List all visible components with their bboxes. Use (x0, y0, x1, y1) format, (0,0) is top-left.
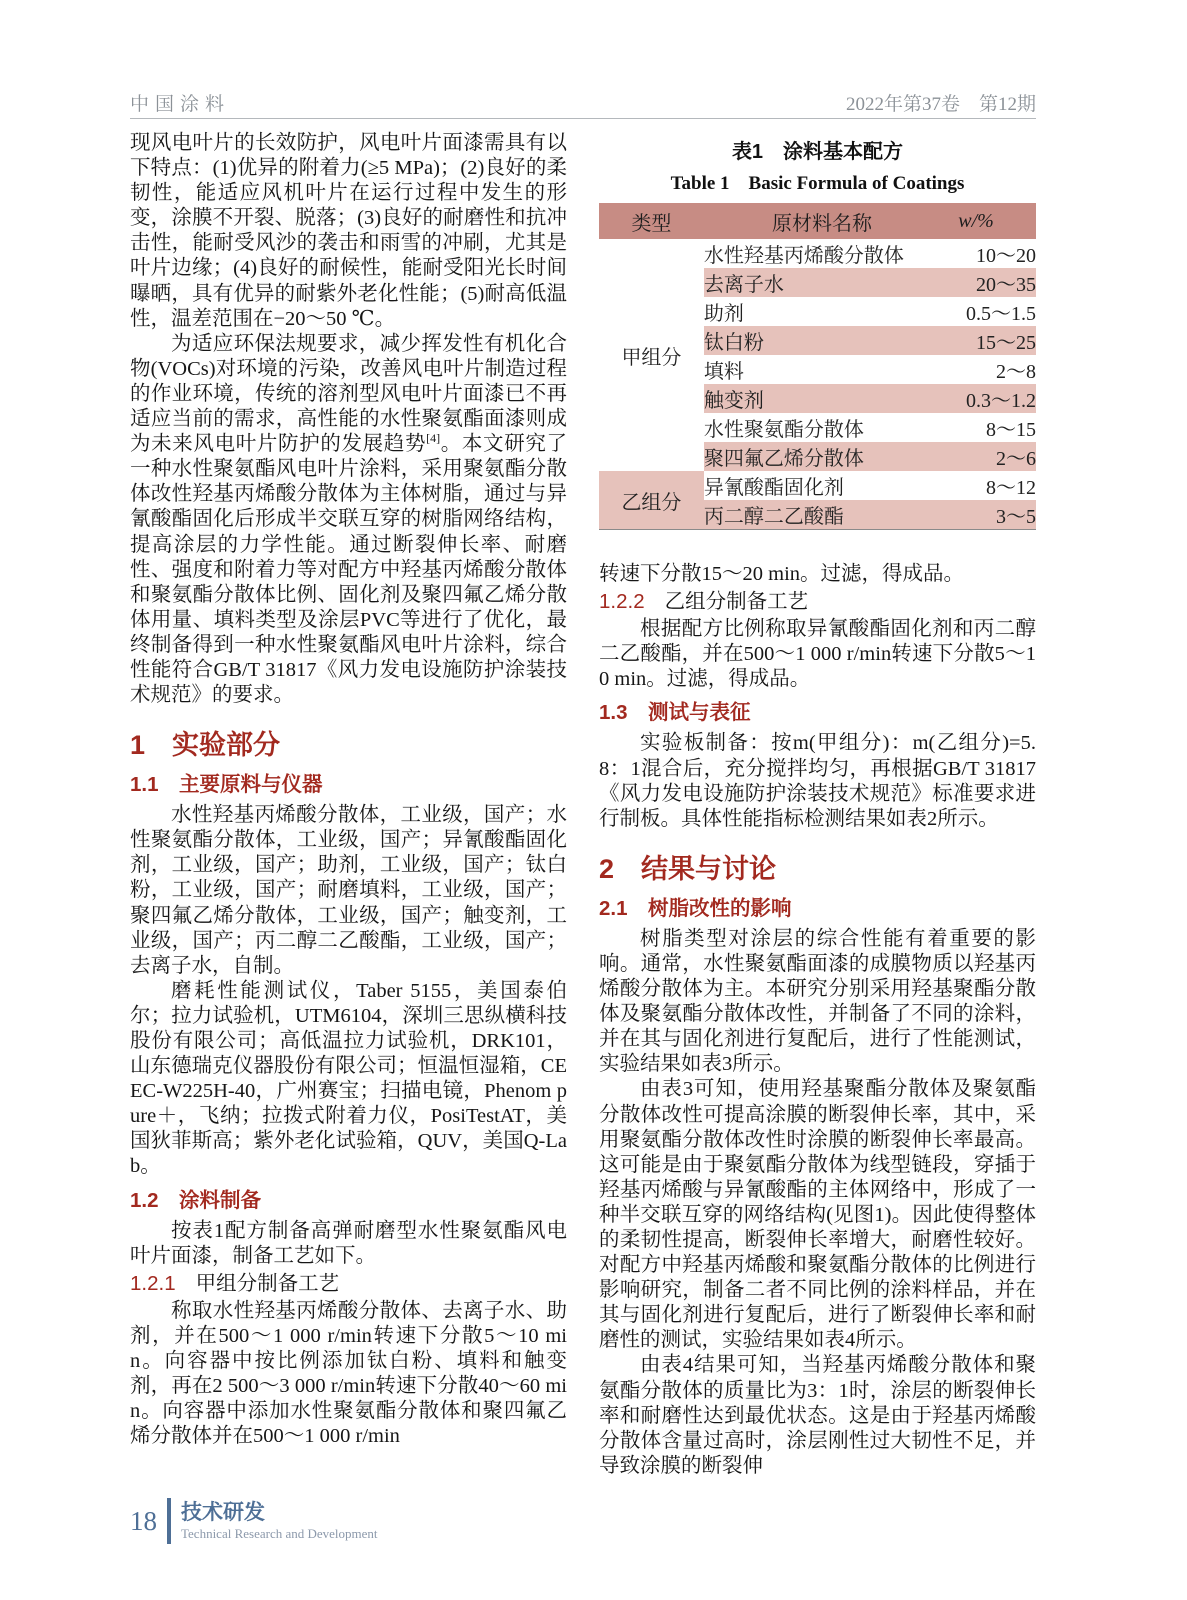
footer-section-cn: 技术研发 (181, 1500, 265, 1524)
heading-number: 1.2.2 (599, 590, 645, 614)
paragraph: 树脂类型对涂层的综合性能有着重要的影响。通常，水性聚氨酯面漆的成膜物质以羟基丙烯酸分散体为主。本研究分别采用羟基聚酯分散体及聚氨酯分散体改性，并制备了不同的涂料，并在其与固化剂进行复配后，进行了性能测试，实验结果如表3所示。 (599, 927, 1036, 1076)
material-name-cell: 水性羟基丙烯酸分散体 (703, 245, 904, 267)
material-value-cell: 8～15 (986, 419, 1036, 441)
paragraph-text: 。本文研究了一种水性聚氨酯风电叶片涂料，采用聚氨酯分散体改性羟基丙烯酸分散体为主体树脂，通过与异氰酸酯固化后形成半交联互穿的树脂网络结构，提高涂层的力学性能。通过断裂伸长率、耐磨性、强度和附着力等对配方中羟基丙烯酸分散体和聚氨酯分散体比例、固化剂及聚四氟乙烯分散体用量、填料类型及涂层PVC等进行了优化，最终制备得到一种水性聚氨酯风电叶片涂料，综合性能符合GB/T 31817《风力发电设施防护涂装技术规范》的要求。 (130, 433, 568, 707)
paragraph: 根据配方比例称取异氰酸酯固化剂和丙二醇二乙酸酯，并在500～1 000 r/min转速下分散5～10 min。过滤，得成品。 (599, 618, 1036, 691)
subsection-heading-1-2: 1.2 涂料制备 (130, 1188, 261, 1212)
material-name-cell: 去离子水 (704, 268, 931, 297)
material-value-cell: 20～35 (931, 268, 1036, 297)
page-footer (130, 1498, 378, 1544)
header-rule (130, 118, 1036, 119)
paragraph: 水性羟基丙烯酸分散体，工业级，国产；水性聚氨酯分散体，工业级，国产；异氰酸酯固化剂，工业级，国产；助剂，工业级，国产；钛白粉，工业级，国产；耐磨填料，工业级，国产；聚四氟乙烯分散体，工业级，国产；触变剂，工业级，国产；丙二醇二乙酸酯，工业级，国产；去离子水，自制。 (130, 804, 567, 977)
material-value-cell: 2～6 (931, 442, 1036, 471)
right-column (599, 131, 1036, 1479)
column-header-material: 原材料名称 (704, 203, 931, 239)
formula-table-body (599, 239, 1036, 530)
material-value-cell: 10～20 (976, 245, 1036, 267)
material-value-cell: 0.5～1.5 (966, 303, 1036, 325)
heading-title: 乙组分制备工艺 (664, 591, 809, 614)
heading-number: 1.2.1 (130, 1271, 176, 1295)
material-value-cell: 3～5 (931, 500, 1036, 530)
material-name-cell: 水性聚氨酯分散体 (703, 419, 864, 441)
table-header-row (599, 203, 1036, 239)
table1-title-en: Table 1 Basic Formula of Coatings (670, 173, 965, 194)
subsection-heading-1-2-2 (599, 589, 1036, 615)
footer-divider-bar (167, 1498, 171, 1544)
paragraph-text: 为适应环保法规要求，减少挥发性有机化合物(VOCs)对环境的污染，改善风电叶片制造过程的作业环境，传统的溶剂型风电叶片面漆已不再适应当前的需求，高性能的水性聚氨酯面漆则成为未来风电叶片防护的发展趋势 (130, 332, 567, 456)
paragraph: 实验板制备：按m(甲组分)：m(乙组分)=5.8：1混合后，充分搅拌均匀，再根据GB/T 31817《风力发电设施防护涂装技术规范》标准要求进行制板。具体性能指标检测结果如表2所示。 (599, 732, 1036, 830)
component-type-cell: 乙组分 (599, 471, 704, 530)
paragraph (130, 332, 567, 708)
formula-table (599, 203, 1036, 530)
paragraph: 转速下分散15～20 min。过滤，得成品。 (599, 563, 965, 585)
component-type-cell: 甲组分 (621, 346, 682, 369)
subsection-heading-1-3: 1.3 测试与表征 (599, 701, 751, 725)
column-header-value: w/% (931, 203, 1036, 239)
footer-section-en: Technical Research and Development (181, 1525, 378, 1541)
page-header (130, 80, 1036, 116)
section-heading-2: 2 结果与讨论 (599, 853, 777, 884)
page-number: 18 (130, 1505, 157, 1536)
paragraph: 按表1配方制备高弹耐磨型水性聚氨酯风电叶片面漆，制备工艺如下。 (130, 1219, 567, 1267)
left-column (130, 131, 567, 1449)
issue-info: 2022年第37卷 第12期 (845, 94, 1036, 115)
material-name-cell: 触变剂 (704, 384, 931, 413)
subsection-heading-1-1: 1.1 主要原料与仪器 (130, 773, 323, 797)
material-name-cell: 钛白粉 (704, 326, 931, 355)
material-value-cell: 2～8 (996, 361, 1036, 383)
formula-table-head (599, 203, 1036, 239)
paragraph: 磨耗性能测试仪，Taber 5155，美国泰伯尔；拉力试验机，UTM6104，深圳三思纵横科技股份有限公司；高低温拉力试验机，DRK101，山东德瑞克仪器股份有限公司；恒温恒湿箱，CEEC-W225H-40，广州赛宝；扫描电镜，Phenom pure＋，飞纳；拉拨式附着力仪，PosiTestAT，美国狄菲斯高；紫外老化试验箱，QUV，美国Q-Lab。 (130, 979, 567, 1178)
table-row (599, 471, 1036, 500)
table1-title-cn: 表1 涂料基本配方 (731, 141, 904, 163)
paragraph: 由表4结果可知，当羟基丙烯酸分散体和聚氨酯分散体的质量比为3：1时，涂层的断裂伸长率和耐磨性达到最优状态。这是由于羟基丙烯酸分散体含量过高时，涂层刚性过大韧性不足，并导致涂膜的断裂伸 (599, 1354, 1036, 1477)
material-name-cell: 异氰酸酯固化剂 (703, 477, 844, 499)
material-name-cell: 聚四氟乙烯分散体 (704, 442, 931, 471)
subsection-heading-1-2-1 (130, 1271, 567, 1297)
material-name-cell: 填料 (703, 361, 744, 383)
column-header-type: 类型 (599, 203, 704, 239)
citation-ref: [4] (426, 431, 441, 446)
material-name-cell: 丙二醇二乙酸酯 (704, 500, 931, 530)
journal-name: 中国涂料 (130, 94, 231, 115)
material-name-cell: 助剂 (703, 303, 744, 325)
paragraph: 现风电叶片的长效防护，风电叶片面漆需具有以下特点：(1)优异的附着力(≥5 MPa)；(2)良好的柔韧性，能适应风机叶片在运行过程中发生的形变，涂膜不开裂、脱落；(3)良好的耐磨性和抗冲击性，能耐受风沙的袭击和雨雪的冲刷，尤其是叶片边缘；(4)良好的耐候性，能耐受阳光长时间曝晒，具有优异的耐紫外老化性能；(5)耐高低温性，温差范围在−20～50 ℃。 (130, 132, 567, 330)
material-value-cell: 0.3～1.2 (931, 384, 1036, 413)
footer-section (181, 1501, 378, 1542)
heading-title: 甲组分制备工艺 (195, 1272, 340, 1295)
section-heading-1: 1 实验部分 (130, 730, 281, 761)
subsection-heading-2-1: 2.1 树脂改性的影响 (599, 896, 792, 920)
material-value-cell: 15～25 (931, 326, 1036, 355)
material-value-cell: 8～12 (986, 477, 1036, 499)
paragraph: 由表3可知，使用羟基聚酯分散体及聚氨酯分散体改性可提高涂膜的断裂伸长率，其中，采用聚氨酯分散体改性时涂膜的断裂伸长率最高。这可能是由于聚氨酯分散体为线型链段，穿插于羟基丙烯酸与异氰酸酯的主体网络中，形成了一种半交联互穿的网络结构(见图1)。因此使得整体的柔韧性提高，断裂伸长率增大，耐磨性较好。对配方中羟基丙烯酸和聚氨酯分散体的比例进行影响研究，制备二者不同比例的涂料样品，并在其与固化剂进行复配后，进行了断裂伸长率和耐磨性的测试，实验结果如表4所示。 (599, 1078, 1036, 1352)
table-row (599, 239, 1036, 268)
paragraph: 称取水性羟基丙烯酸分散体、去离子水、助剂，并在500～1 000 r/min转速下分散5～10 min。向容器中按比例添加钛白粉、填料和触变剂，再在2 500～3 000 r/min转速下分散40～60 min。向容器中添加水性聚氨酯分散体和聚四氟乙烯分散体并在500～1 000 r/min (130, 1299, 567, 1448)
